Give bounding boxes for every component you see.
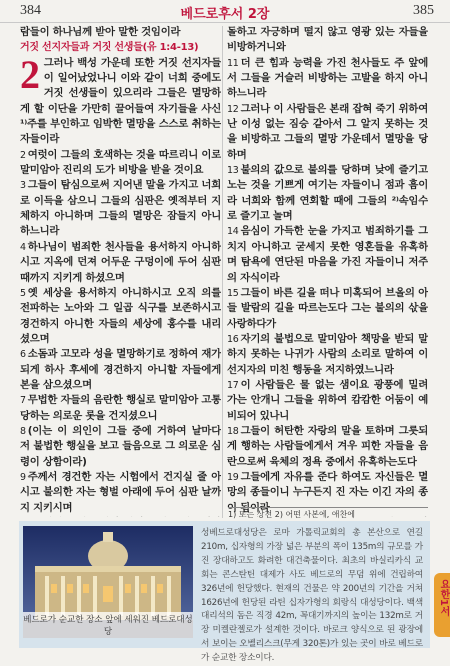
verse-text: 그러나 백성 가운데 또한 거짓 선지자들이 일어났었나니 이와 같이 너희 중에도 거짓 선생들이 있으리라 그들은 멸망하게 할 이단을 가만히 끌어들여 자기들을 사신 ¹⁾주를 부인하고 임박한 멸망을 스스로 취하는 자들이라 xyxy=(20,56,221,146)
left-column xyxy=(20,25,221,517)
verse xyxy=(20,178,221,239)
page-header xyxy=(0,0,450,23)
verse xyxy=(20,51,221,148)
verse xyxy=(20,393,221,424)
verse xyxy=(227,286,428,332)
verse-text: 옛 세상을 용서하지 아니하시고 오직 의를 전파하는 노아와 그 일곱 식구를 보존하시고 경건하지 아니한 자들의 세상에 홍수를 내리셨으며 xyxy=(20,286,221,345)
verse-text: 돌하고 자긍하며 떨지 않고 영광 있는 자들을 비방하거니와 xyxy=(227,26,428,54)
verse xyxy=(227,378,428,424)
left-page-number: 384 xyxy=(20,3,41,18)
verse-number: 18 xyxy=(227,425,239,437)
verse-number: 15 xyxy=(227,287,239,299)
verse xyxy=(227,424,428,470)
verse-number: 19 xyxy=(227,471,239,483)
photo-caption: 베드로가 순교한 장소 앞에 세워진 베드로대성당 xyxy=(23,612,193,638)
footnote: 1) 또는 상전 2) 어떤 사본에, 애찬에 xyxy=(228,507,428,520)
verse-text: 그들이 허탄한 자랑의 말을 토하며 그릇되게 행하는 사람들에게서 겨우 피한 자들을 음란으로써 육체의 정욕 중에서 유혹하는도다 xyxy=(227,424,428,468)
verse xyxy=(20,286,221,347)
verse xyxy=(227,56,428,102)
verse-text: 하나님이 범죄한 천사들을 용서하지 아니하시고 지옥에 던져 어두운 구덩이에 두어 심판 때까지 지키게 하셨으며 xyxy=(20,240,221,284)
verse-text: 더 큰 힘과 능력을 가진 천사들도 주 앞에서 그들을 거슬러 비방하는 고발을 하지 아니하느니라 xyxy=(227,56,428,100)
running-head: 베드로후서 2장 xyxy=(180,7,270,22)
verse-text: 그들이 바른 길을 떠나 미혹되어 브올의 아들 발람의 길을 따르는도다 그는 불의의 삯을 사랑하다가 xyxy=(227,286,428,330)
verse xyxy=(20,148,221,179)
info-box xyxy=(19,521,430,664)
column-divider xyxy=(222,26,223,518)
verse-text: (이는 이 의인이 그들 중에 거하여 날마다 저 불법한 행실을 보고 들음으로 그 의로운 심령이 상함이라) xyxy=(20,424,221,468)
section-subheading: 거짓 선지자들과 거짓 선생들(유 1:4-13) xyxy=(20,42,199,54)
verse xyxy=(20,470,221,516)
verse xyxy=(227,332,428,378)
verse-number: 6 xyxy=(20,349,26,361)
info-box-text: 성베드로대성당은 로마 가톨릭교회의 총 본산으로 연길 210m, 십자형의 가장 넓은 부분의 폭이 135m의 규모를 가진 장대하고도 화려한 대건축물이다. 최초의 바실리카식 교회는 콘스탄틴 대제가 사도 베드로의 무덤 위에 건립하여 326년에 헌당했다. 현재의 건물은 약 200년의 기간을 거쳐 1626년에 헌당된 라틴 십자가형의 회랑식 대성당이다. 백색 대리석의 돔은 직경 42m, 꼭대기까지의 높이는 132m로 거장 미켈란젤로가 설계한 것이다. 바로크 양식으로 된 광장에서 보이는 오벨리스크(무게 320톤)가 있는 곳이 바로 베드로가 순교한 장소이다. xyxy=(201,528,423,664)
verse-number: 8 xyxy=(20,425,26,437)
verse-continuation: 람들이 하나님께 받아 말한 것임이라 xyxy=(20,26,181,38)
right-column xyxy=(227,25,428,517)
verse-number: 13 xyxy=(227,165,239,177)
verse-text: 불의의 값으로 불의를 당하며 낮에 즐기고 노는 것을 기쁘게 여기는 자들이니 점과 흠이라 너희와 함께 연회할 때에 그들의 ²⁾속임수로 즐기고 놀며 xyxy=(227,164,428,223)
verse-text: 그러나 이 사람들은 본래 잡혀 죽기 위하여 난 이성 없는 짐승 같아서 그 알지 못하는 것을 비방하고 그들의 멸망 가운데서 멸망을 당하며 xyxy=(227,102,428,161)
verse-text: 그들이 탐심으로써 지어낸 말을 가지고 너희로 이득을 삼으니 그들의 심판은 옛적부터 지체하지 아니하며 그들의 멸망은 잠들지 아니하느니라 xyxy=(20,179,221,238)
verse-text: 무법한 자들의 음란한 행실로 말미암아 고통 당하는 의로운 롯을 건지셨으니 xyxy=(20,394,221,422)
verse xyxy=(20,516,221,517)
verse-number: 14 xyxy=(227,226,239,238)
verse xyxy=(227,102,428,163)
verse-number: 17 xyxy=(227,379,239,391)
verse xyxy=(20,240,221,286)
verse-text: 음심이 가득한 눈을 가지고 범죄하기를 그치지 아니하고 굳세지 못한 영혼들을 유혹하며 탐욕에 연단된 마음을 가진 자들이니 저주의 자식이라 xyxy=(227,225,428,284)
verse-text: 소돔과 고모라 성을 멸망하기로 정하여 재가 되게 하사 후세에 경건하지 아니할 자들에게 본을 삼으셨으며 xyxy=(20,348,221,391)
st-peters-basilica-photo xyxy=(23,526,193,638)
verse xyxy=(20,347,221,393)
verse-text: 주께서 경건한 자는 시험에서 건지실 줄 아시고 불의한 자는 형벌 아래에 두어 심판 날까지 지키시며 xyxy=(20,470,221,514)
verse-text: 여럿이 그들의 호색하는 것을 따르리니 이로 말미암아 진리의 도가 비방을 받을 것이요 xyxy=(20,148,221,177)
verse-number: 2 xyxy=(20,149,26,161)
verse-number: 16 xyxy=(227,333,239,345)
verse-text: 이 사람들은 물 없는 샘이요 광풍에 밀려 가는 안개니 그들을 위하여 캄캄한 어둠이 예비되어 있나니 xyxy=(227,378,428,422)
verse-text: 그들에게 자유를 준다 하여도 자신들은 멸망의 종들이니 누구든지 진 자는 이긴 자의 종이 됨이라 xyxy=(227,470,428,514)
chapter-number: 2 xyxy=(20,51,40,97)
verse-number: 4 xyxy=(20,241,26,253)
verse-number: 7 xyxy=(20,395,26,407)
verse-text: 자기의 불법으로 말미암아 책망을 받되 말하지 못하는 나귀가 사람의 소리로 말하여 이 선지자의 미친 행동을 저지하였느니라 xyxy=(227,332,428,376)
verse xyxy=(227,163,428,224)
verse-number: 5 xyxy=(20,287,26,299)
verse-number: 12 xyxy=(227,103,239,115)
verse xyxy=(20,424,221,470)
right-page-number: 385 xyxy=(413,3,434,18)
verse-number: 3 xyxy=(20,180,26,192)
book-index-tab[interactable] xyxy=(434,573,450,637)
verse xyxy=(227,25,428,56)
verse-number: 9 xyxy=(20,471,26,483)
book-index-tab-label: 요한1서 xyxy=(438,579,449,616)
verse-number: 11 xyxy=(227,57,239,69)
verse xyxy=(227,224,428,285)
